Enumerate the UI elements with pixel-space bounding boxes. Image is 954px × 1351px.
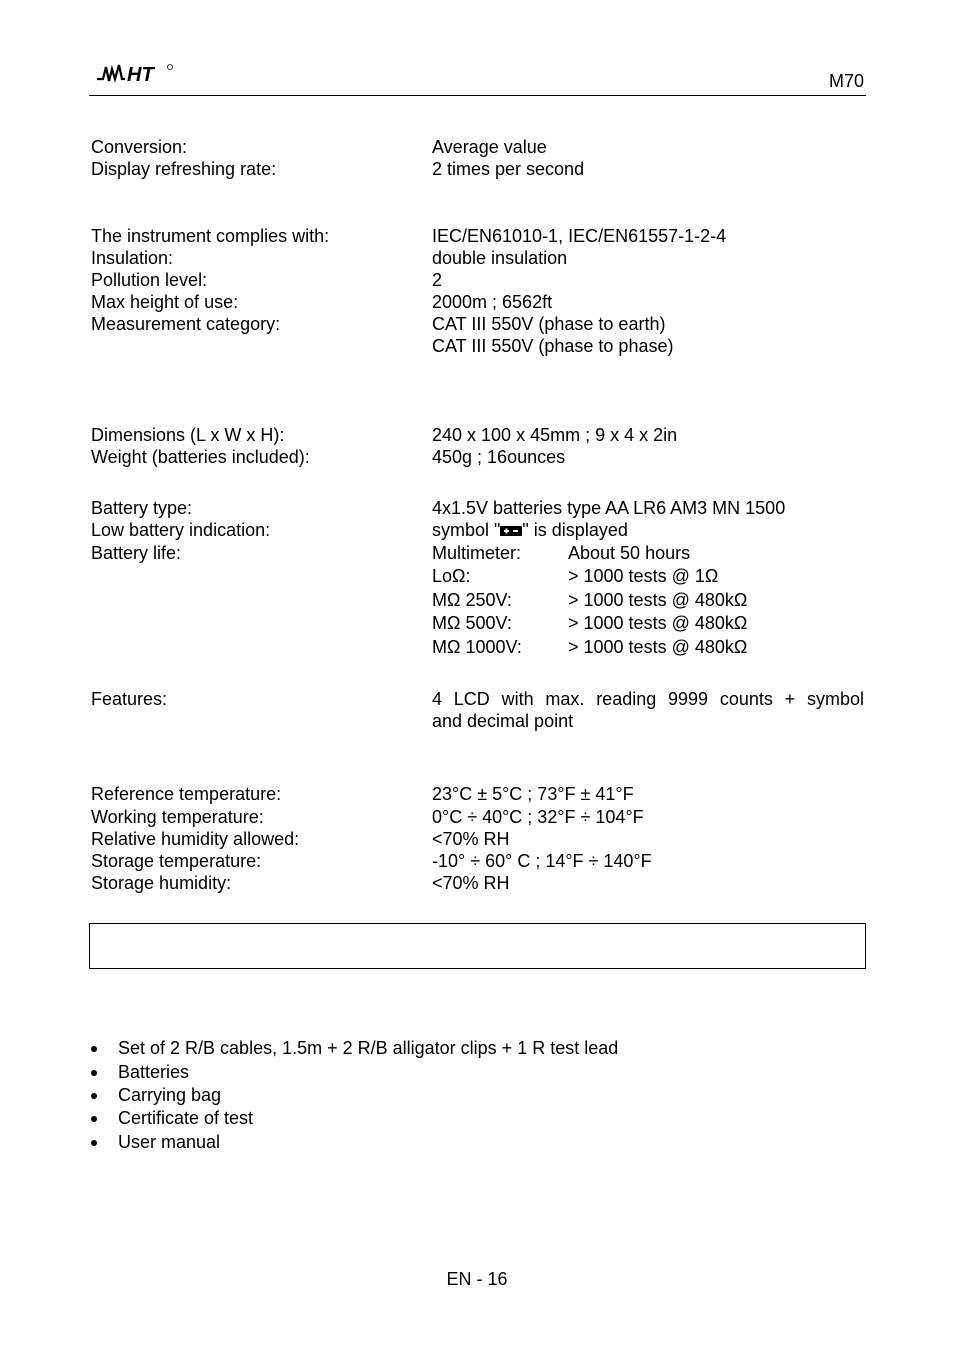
ht-logo [95, 61, 173, 92]
spec-label: Features: [91, 689, 168, 709]
bullet-icon [91, 1140, 97, 1146]
list-item-text: Set of 2 R/B cables, 1.5m + 2 R/B alligator clips + 1 R test lead [118, 1038, 619, 1058]
spec-label: Low battery indication: [91, 520, 271, 540]
spec-label: Conversion: [91, 137, 188, 157]
page-number: EN - 16 [446, 1269, 508, 1289]
page-header [89, 58, 866, 96]
battery-icon [500, 520, 522, 542]
spec-label: Storage humidity: [91, 873, 232, 893]
battery-life-value: > 1000 tests @ 480kΩ [568, 613, 748, 633]
spec-label: Dimensions (L x W x H): [91, 425, 285, 445]
spec-value: 4x1.5V batteries type AA LR6 AM3 MN 1500 [432, 498, 786, 518]
bullet-icon [91, 1046, 97, 1052]
spec-label: The instrument complies with: [91, 226, 330, 246]
spec-value: <70% RH [432, 829, 510, 849]
spec-value: -10° ÷ 60° C ; 14°F ÷ 140°F [432, 851, 652, 871]
spec-value: 2 [432, 270, 443, 290]
list-item-text: Carrying bag [118, 1085, 222, 1105]
spec-label: Relative humidity allowed: [91, 829, 300, 849]
spec-value: 0°C ÷ 40°C ; 32°F ÷ 104°F [432, 807, 644, 827]
spec-value: CAT III 550V (phase to phase) [432, 336, 674, 356]
bullet-icon [91, 1070, 97, 1076]
svg-text:HT: HT [127, 64, 154, 86]
spec-label: Insulation: [91, 248, 174, 268]
model-name: M70 [828, 71, 864, 91]
section-box [89, 923, 866, 969]
list-item-text: Certificate of test [118, 1108, 254, 1128]
spec-label: Working temperature: [91, 807, 264, 827]
spec-label: Max height of use: [91, 292, 239, 312]
spec-value: 450g ; 16ounces [432, 447, 566, 467]
battery-life-value: About 50 hours [568, 543, 691, 563]
spec-label: Pollution level: [91, 270, 208, 290]
low-battery-suffix: " is displayed [522, 520, 628, 540]
list-item-text: User manual [118, 1132, 221, 1152]
spec-value: 23°C ± 5°C ; 73°F ± 41°F [432, 784, 634, 804]
spec-value: 2000m ; 6562ft [432, 292, 553, 312]
spec-value: <70% RH [432, 873, 510, 893]
spec-value: IEC/EN61010-1, IEC/EN61557-1-2-4 [432, 226, 727, 246]
spec-label: Measurement category: [91, 314, 281, 334]
battery-life-function: Multimeter: [432, 543, 522, 563]
spec-label: Weight (batteries included): [91, 447, 310, 467]
battery-life-function: LoΩ: [432, 566, 471, 586]
spec-label: Battery type: [91, 498, 193, 518]
battery-life-value: > 1000 tests @ 480kΩ [568, 590, 748, 610]
spec-label: Storage temperature: [91, 851, 262, 871]
battery-life-value: > 1000 tests @ 480kΩ [568, 637, 748, 657]
bullet-icon [91, 1093, 97, 1099]
spec-label: Battery life: [91, 543, 182, 563]
battery-life-function: MΩ 1000V: [432, 637, 522, 657]
spec-value: 240 x 100 x 45mm ; 9 x 4 x 2in [432, 425, 678, 445]
features-line: 4 LCD with max. reading 9999 counts + symbol [432, 689, 864, 709]
features-line: and decimal point [432, 711, 574, 731]
bullet-icon [91, 1116, 97, 1122]
low-battery-prefix: symbol " [432, 520, 501, 540]
spec-value: 2 times per second [432, 159, 585, 179]
battery-life-value: > 1000 tests @ 1Ω [568, 566, 719, 586]
spec-value: CAT III 550V (phase to earth) [432, 314, 666, 334]
spec-value: Average value [432, 137, 547, 157]
battery-life-function: MΩ 250V: [432, 590, 512, 610]
spec-value: double insulation [432, 248, 568, 268]
list-item-text: Batteries [118, 1062, 190, 1082]
spec-value [432, 519, 628, 542]
battery-life-function: MΩ 500V: [432, 613, 512, 633]
spec-label: Reference temperature: [91, 784, 282, 804]
spec-label: Display refreshing rate: [91, 159, 277, 179]
